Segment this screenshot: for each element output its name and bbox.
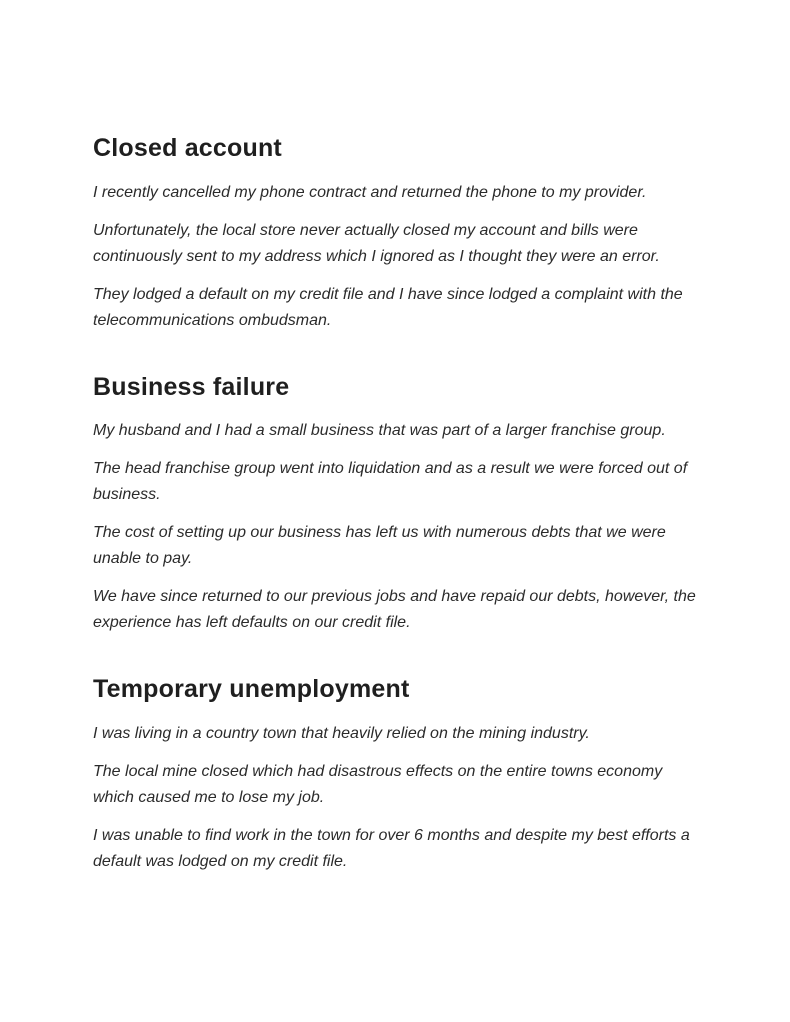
paragraph: The local mine closed which had disastrous effects on the entire towns economy which caused me to lose my job. (93, 762, 663, 806)
section-heading-temporary-unemployment: Temporary unemployment (93, 675, 410, 703)
section-heading-business-failure: Business failure (93, 372, 290, 401)
paragraph: They lodged a default on my credit file and I have since lodged a complaint with the telecommunications ombudsman. (93, 285, 683, 329)
paragraph: We have since returned to our previous jobs and have repaid our debts, however, the experience has left defaults on our credit file. (93, 588, 696, 631)
section-temporary-unemployment (93, 673, 698, 875)
paragraph: I was living in a country town that heavily relied on the mining industry. (93, 724, 590, 742)
section-business-failure (93, 371, 698, 637)
paragraph: My husband and I had a small business that was part of a larger franchise group. (93, 422, 666, 439)
paragraph: Unfortunately, the local store never actually closed my account and bills were continuously sent to my address which I ignored as I thought they were an error. (93, 221, 660, 265)
section-closed-account (93, 132, 698, 334)
paragraph: The cost of setting up our business has left us with numerous debts that we were unable to pay. (93, 524, 666, 567)
paragraph: I was unable to find work in the town for over 6 months and despite my best efforts a default was lodged on my credit file. (93, 826, 690, 870)
paragraph: The head franchise group went into liquidation and as a result we were forced out of business. (93, 460, 688, 503)
section-heading-closed-account: Closed account (93, 134, 282, 162)
paragraph: I recently cancelled my phone contract and returned the phone to my provider. (93, 183, 647, 201)
